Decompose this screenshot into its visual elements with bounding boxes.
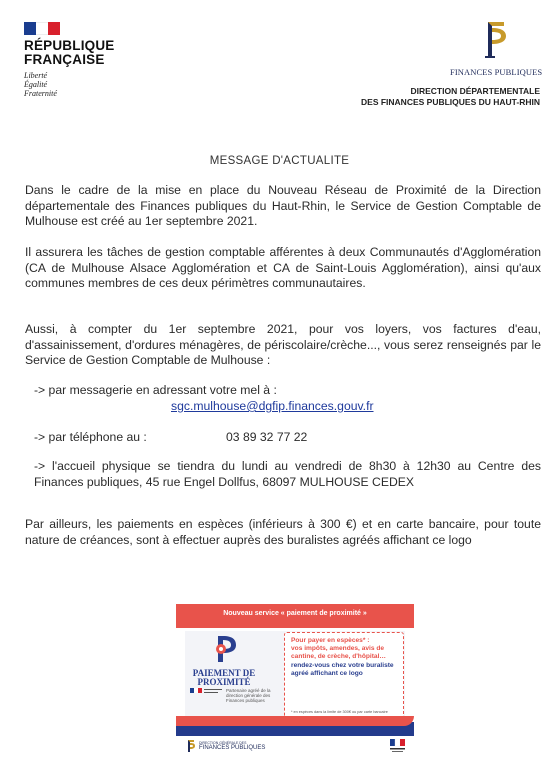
finances-publiques-logo xyxy=(450,18,543,77)
poster-footer xyxy=(176,736,414,756)
paragraph-mission: Il assurera les tâches de gestion comptable afférentes à deux Communautés d'Agglomération (CA de Mulhouse Alsace Agglomération et CA de Saint-Louis Agglomération), ainsi qu'aux communes membres de ces deux périmètres communautaires. xyxy=(25,245,541,290)
contact-phone-label: -> par téléphone au : xyxy=(34,430,147,444)
motto-egalite: Égalité xyxy=(24,80,48,89)
paragraph-contact-intro: Aussi, à compter du 1er septembre 2021, pour vos loyers, vos factures d'eau, d'assainissement, d'ordures ménagères, de périscolaire/crèche..., vous serez renseignés par le Service de Gestion Comptable de Mulhouse : xyxy=(25,322,541,367)
poster-band-title: Nouveau service « paiement de proximité » xyxy=(223,610,367,617)
partner-mini-logo-icon xyxy=(190,688,224,697)
contact-visit: -> l'accueil physique se tiendra du lundi au vendredi de 8h30 à 12h30 au Centre des Finances publiques, 45 rue Engel Dollfus, 68097 MULHOUSE CEDEX xyxy=(34,459,541,489)
bubble-line2: vos impôts, amendes, avis de cantine, de crèche, d'hôpital… xyxy=(291,645,387,661)
poster-fp-logo xyxy=(186,739,265,753)
bubble-note: * en espèces dans la limite de 300€ ou par carte bancaire xyxy=(291,710,388,714)
republique-francaise-logo xyxy=(24,22,134,98)
poster-fp-emblem-icon xyxy=(186,739,196,753)
partner-text: Partenaire agréé de la direction générale des Finances publiques xyxy=(226,688,271,703)
poster-info-bubble xyxy=(284,632,404,722)
pdp-logo-line2: PROXIMITÉ xyxy=(197,677,251,687)
paiement-proximite-logo xyxy=(188,634,260,687)
paragraph-payments: Par ailleurs, les paiements en espèces (inférieurs à 300 €) et en carte bancaire, pour toute nature de créances, sont à effectuer auprès des buralistes agréés affichant ce logo xyxy=(25,517,541,547)
direction-line1: DIRECTION DÉPARTEMENTALE xyxy=(410,86,540,96)
bubble-line1: Pour payer en espèces* : xyxy=(291,637,370,644)
motto-fraternite: Fraternité xyxy=(24,89,57,98)
paiement-proximite-poster xyxy=(176,604,414,756)
contact-mail-label: -> par messagerie en adressant votre mel à : xyxy=(34,383,277,397)
marianne-flag-icon xyxy=(24,22,60,35)
poster-fp-line1: DIRECTION GÉNÉRALE DES xyxy=(199,740,247,745)
contact-phone-number[interactable]: 03 89 32 77 22 xyxy=(226,430,308,444)
poster-wave-red xyxy=(176,716,414,726)
pdp-logo-line1: PAIEMENT DE xyxy=(192,668,256,678)
poster-rf-logo-icon xyxy=(388,738,408,754)
bubble-line3: rendez-vous chez votre buraliste agréé affichant ce logo xyxy=(291,661,394,677)
paragraph-intro: Dans le cadre de la mise en place du Nouveau Réseau de Proximité de la Direction départementale des Finances publiques du Haut-Rhin, le Service de Gestion Comptable de Mulhouse est créé au 1er septembre 2021. xyxy=(25,183,541,228)
finances-publiques-name: FINANCES PUBLIQUES xyxy=(450,67,543,77)
direction-line2: DES FINANCES PUBLIQUES DU HAUT-RHIN xyxy=(361,97,540,107)
direction-heading xyxy=(361,86,540,108)
republic-name-line1: RÉPUBLIQUE xyxy=(24,38,115,53)
document-title: MESSAGE D'ACTUALITE xyxy=(209,155,350,167)
contact-email-link[interactable]: sgc.mulhouse@dgfip.finances.gouv.fr xyxy=(171,399,374,413)
pdp-p-icon xyxy=(209,634,239,664)
fp-emblem-icon xyxy=(479,18,511,60)
poster-fp-line2: FINANCES PUBLIQUES xyxy=(199,744,266,751)
motto-liberte: Liberté xyxy=(24,71,48,80)
republic-name-line2: FRANÇAISE xyxy=(24,52,105,67)
